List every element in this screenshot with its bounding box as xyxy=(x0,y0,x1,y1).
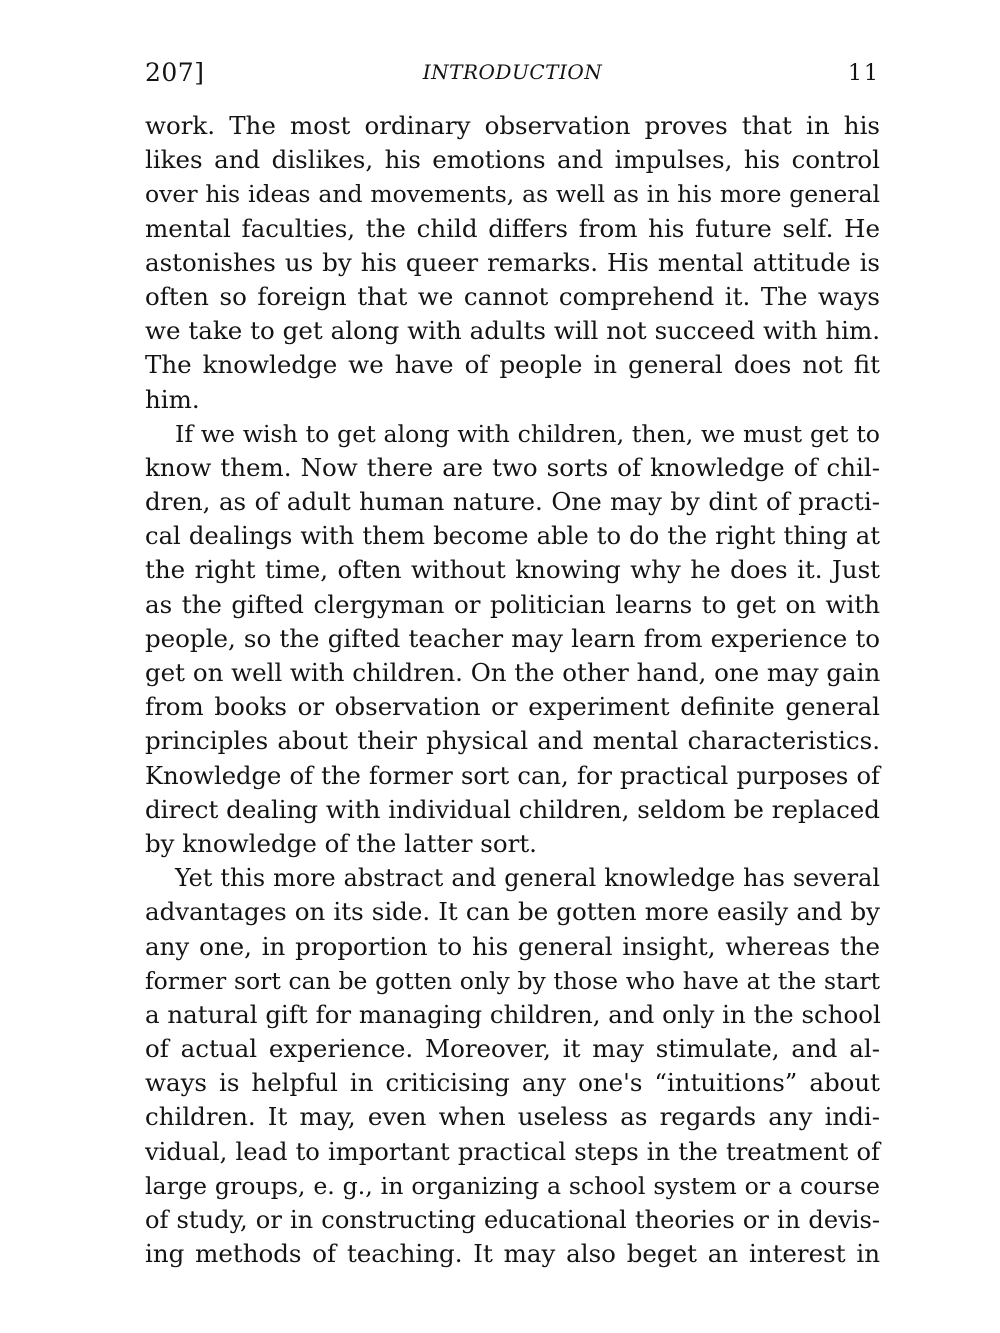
page-reference: 207] xyxy=(145,58,205,87)
text-line: him. xyxy=(145,384,200,414)
running-title: INTRODUCTION xyxy=(422,60,603,84)
text-line: Knowledge of the former sort can, for practical purposes of xyxy=(145,761,880,790)
text-line: over his ideas and movements, as well as in his more general xyxy=(145,180,880,209)
text-line: a natural gift for managing children, and only in the school xyxy=(145,999,881,1029)
page-header xyxy=(145,58,880,94)
text-line: vidual, lead to important practical steps in the treatment of xyxy=(145,1137,880,1166)
text-line: work. The most ordinary observation proves that in his xyxy=(145,111,880,140)
text-line: people, so the gifted teacher may learn from experience to xyxy=(145,623,880,653)
text-line: Yet this more abstract and general knowledge has several xyxy=(175,864,880,893)
text-line: by knowledge of the latter sort. xyxy=(145,828,537,858)
text-line: dren, as of adult human nature. One may by dint of practi- xyxy=(145,487,880,517)
text-line: The knowledge we have of people in general does not fit xyxy=(145,350,880,380)
text-line: principles about their physical and mental characteristics. xyxy=(145,726,880,756)
text-line: as the gifted clergyman or politician learns to get on with xyxy=(145,589,880,619)
text-line: any one, in proportion to his general insight, whereas the xyxy=(145,931,880,961)
text-line: ways is helpful in criticising any one's “intuitions” about xyxy=(145,1068,880,1098)
text-line: direct dealing with individual children, seldom be replaced xyxy=(145,794,880,824)
text-line: children. It may, even when useless as regards any indi- xyxy=(145,1102,880,1132)
text-line: the right time, often without knowing why he does it. Just xyxy=(145,555,880,585)
page-number: 11 xyxy=(848,61,880,86)
text-line: likes and dislikes, his emotions and impulses, his control xyxy=(145,145,880,175)
text-line: from books or observation or experiment definite general xyxy=(145,692,880,722)
text-line: mental faculties, the child differs from his future self. He xyxy=(145,213,880,243)
text-line: astonishes us by his queer remarks. His mental attitude is xyxy=(145,247,880,277)
text-line: get on well with children. On the other hand, one may gain xyxy=(145,658,881,687)
text-line: of study, or in constructing educational theories or in devis- xyxy=(145,1206,880,1234)
text-line: of actual experience. Moreover, it may stimulate, and al- xyxy=(145,1034,880,1064)
text-line: cal dealings with them become able to do the right thing at xyxy=(145,521,880,551)
text-line: often so foreign that we cannot comprehend it. The ways xyxy=(145,281,880,311)
text-line: advantages on its side. It can be gotten more easily and by xyxy=(145,897,880,927)
text-line: large groups, e. g., in organizing a school system or a course xyxy=(145,1171,880,1200)
text-line: know them. Now there are two sorts of knowledge of chil- xyxy=(145,452,880,482)
body-text xyxy=(145,109,880,1271)
text-line: If we wish to get along with children, then, we must get to xyxy=(175,419,880,448)
text-line: former sort can be gotten only by those who have at the start xyxy=(145,966,880,995)
text-line: ing methods of teaching. It may also beget an interest in xyxy=(145,1239,880,1269)
text-line: we take to get along with adults will not succeed with him. xyxy=(145,316,880,346)
